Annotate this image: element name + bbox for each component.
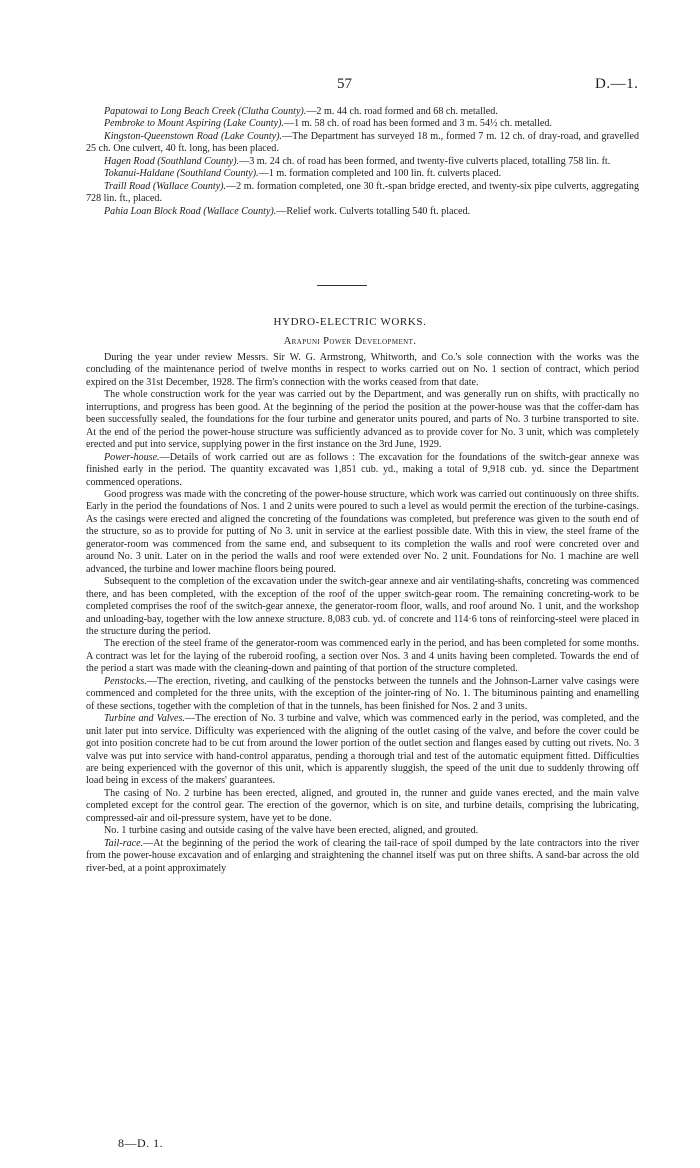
paragraph-text: The whole construction work for the year was carried out by the Department, and was generally run on shifts, with practically no interruptions, and progress has been good. At the beginning of the period the position at the power-house was that the coffer-dam has been successfully sealed, the foundations for the four turbine and generator units poured, and parts of No. 3 turbine transported to site. At the end of the period the power-house structure was sufficiently advanced as to provide cover for No. 3 unit, which was completely erected and put into service, supplying power in the first instance on the 3rd June, 1929. <box>86 389 639 451</box>
road-entry <box>86 168 639 180</box>
paragraph-lead: Penstocks. <box>104 675 147 687</box>
road-text: —2 m. formation completed, one 30 ft.-span bridge erected, and twenty-six pipe culverts, aggregating 728 lin. ft., placed. <box>86 180 639 205</box>
road-entry <box>86 181 639 206</box>
road-entry <box>86 131 639 156</box>
road-entry <box>86 156 639 168</box>
road-title: Tokanui-Haldane (Southland County). <box>104 168 259 180</box>
page-header <box>0 76 700 96</box>
paragraph-text: The casing of No. 2 turbine has been erected, aligned, and grouted in, the runner and guide vanes erected, and the main valve completed except for the control gear. The erection of the governor, which is on site, and turbine details, comprising the lubricating, compressed-air and oil-pressure system, have yet to be done. <box>86 787 639 824</box>
paragraph <box>86 352 639 389</box>
road-text: —Relief work. Culverts totalling 540 ft. placed. <box>276 205 471 217</box>
paragraph-text: —At the beginning of the period the work of clearing the tail-race of spoil dumped by the late contractors into the river from the power-house excavation and of enlarging and straightening the channel itself was put on three shifts. A sand-bar across the old river-bed, at a point approximately <box>86 837 639 874</box>
paragraph <box>86 825 639 837</box>
road-title: Kingston-Queenstown Road (Lake County). <box>104 130 282 142</box>
paragraph <box>86 489 639 576</box>
printer-signature: 8—D. 1. <box>118 1136 164 1150</box>
road-text: —1 m. 58 ch. of road has been formed and 3 m. 54½ ch. metalled. <box>283 118 552 130</box>
paragraph-text: —The erection, riveting, and caulking of the penstocks between the tunnels and the Johnson-Larner valve casings were commenced and completed for the three units, with the exception of the jointer-ring of No. 1. The bituminous painting and enamelling of these sections, together with the completion of that in the tunnels, has been finished for Nos. 2 and 3 units. <box>86 675 639 712</box>
road-title: Pahia Loan Block Road (Wallace County). <box>104 205 277 217</box>
section-subheading: Arapuni Power Development. <box>283 336 417 347</box>
paragraph <box>86 389 639 451</box>
paragraph-text: During the year under review Messrs. Sir W. G. Armstrong, Whitworth, and Co.'s sole connection with the works was the concluding of the maintenance period of twelve months in respect to works carried out on No. 1 section of contract, which period expired on the 31st December, 1928. The firm's connection with the works ceased from that date. <box>86 352 639 388</box>
road-title: Papatowai to Long Beach Creek (Clutha County). <box>104 106 307 117</box>
paragraph <box>86 676 639 713</box>
road-entry <box>86 206 639 218</box>
road-works-list <box>86 106 639 218</box>
road-entry <box>86 118 639 130</box>
road-text: —2 m. 44 ch. road formed and 68 ch. metalled. <box>306 106 498 117</box>
road-title: Pembroke to Mount Aspiring (Lake County). <box>104 118 284 130</box>
road-entry <box>86 106 639 118</box>
paragraph-text: The erection of the steel frame of the generator-room was commenced early in the period, and has been completed for some months. A contract was let for the laying of the ruberoid roofing, a section over Nos. 3 and 4 units having been completed. Towards the end of the period a start was made with the cleaning-down and painting of that portion of the structure completed. <box>86 638 639 675</box>
road-title: Hagen Road (Southland County). <box>104 155 240 167</box>
road-text: —The Department has surveyed 18 m., formed 7 m. 12 ch. of dray-road, and gravelled 25 ch. One culvert, 40 ft. long, has been placed. <box>86 130 639 155</box>
paragraph-text: —Details of work carried out are as follows : The excavation for the foundations of the switch-gear annexe was finished early in the period. The quantity excavated was 1,851 cub. yd., making a total of 9,918 cub. yd. since the Department commenced operations. <box>86 451 639 488</box>
paragraph-lead: Turbine and Valves. <box>104 713 185 725</box>
paragraph <box>86 788 639 825</box>
paragraph <box>86 638 639 675</box>
hydro-electric-body <box>86 352 639 875</box>
road-title: Traill Road (Wallace County). <box>104 180 227 192</box>
paragraph <box>86 713 639 788</box>
section-divider <box>317 285 367 286</box>
document-reference: D.—1. <box>595 76 639 92</box>
paragraph-text: Good progress was made with the concreting of the power-house structure, which work was carried out continuously on three shifts. Early in the period the foundations of Nos. 1 and 2 units were poured to such a level as would permit the erection of the turbine-casings. As the casings were erected and aligned the concreting of the foundations was completed, but preference was given to the south end of the structure, so as to provide for putting of No 3. unit in service at the earliest possible date. With this in view, the steel frame of the generator-room was commenced from the same end, and subsequent to its completion the walls and roof were concreted over and around No. 3 unit. Later on in the period the walls and roof were extended over No. 2 unit. Foundations for No. 1 machine are well advanced, the turbine and lower machine floors being poured. <box>86 488 639 575</box>
paragraph <box>86 576 639 638</box>
paragraph-lead: Power-house. <box>104 451 160 463</box>
paragraph <box>86 838 639 875</box>
paragraph-text: No. 1 turbine casing and outside casing of the valve have been erected, aligned, and grouted. <box>104 825 479 837</box>
paragraph <box>86 452 639 489</box>
paragraph-text: —The erection of No. 3 turbine and valve, which was commenced early in the period, was completed, and the unit later put into service. Difficulty was experienced with the aligning of the outlet casing of the valve, and before the cover could be got into position concrete had to be cut from around the lower portion of the outlet section and flanges eased by cutting out rivets. No. 3 valve was put into service with hand-control apparatus, pending a thorough trial and test of the automatic equipment fitted. Difficulties are being experienced with the governor of this unit, which is apparently sluggish, the speed of the unit due to suddenly throwing off load being in excess of the makers' guarantees. <box>86 713 639 787</box>
paragraph-text: Subsequent to the completion of the excavation under the switch-gear annexe and air ventilating-shafts, concreting was commenced there, and has been completed, with the exception of the roof of the upper switch-gear room. The remaining concreting-work to be completed comprises the roof of the switch-gear annexe, the generator-room floor, walls, and roof around No. 1 unit, and the workshop and unloading-bay, together with the low annexe structure. 8,083 cub. yd. of concrete and 114·6 tons of reinforcing-steel were placed in the structure during the period. <box>86 576 639 637</box>
paragraph-lead: Tail-race. <box>104 837 144 849</box>
road-text: —3 m. 24 ch. of road has been formed, and twenty-five culverts placed, totalling 758 lin. ft. <box>239 155 611 167</box>
road-text: —1 m. formation completed and 100 lin. ft. culverts placed. <box>258 168 502 180</box>
page-number: 57 <box>337 76 352 92</box>
section-heading: HYDRO-ELECTRIC WORKS. <box>273 316 427 328</box>
